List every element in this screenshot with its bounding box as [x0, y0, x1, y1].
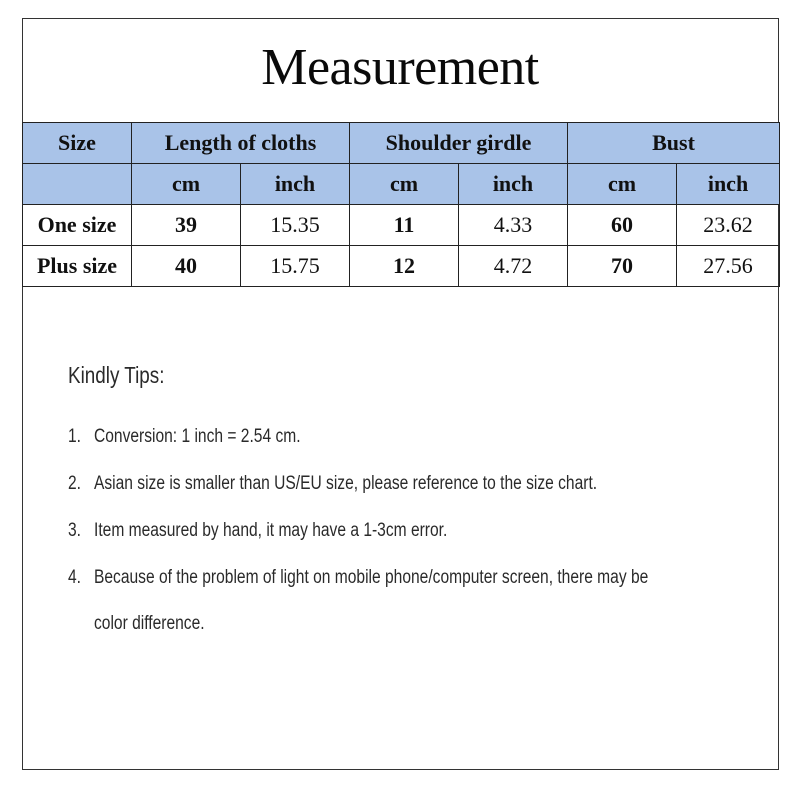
table-cell: 12 — [350, 246, 459, 287]
table-row — [23, 205, 780, 246]
tip-text: Conversion: 1 inch = 2.54 cm. — [94, 426, 301, 447]
header-unit-blank — [23, 164, 132, 205]
tip-item — [68, 424, 708, 450]
row-label: Plus size — [23, 246, 132, 287]
unit-cell: cm — [568, 164, 677, 205]
tip-number: 2. — [68, 473, 82, 494]
unit-cell: cm — [350, 164, 459, 205]
tip-item — [68, 565, 708, 637]
header-length: Length of cloths — [132, 123, 350, 164]
table-cell: 60 — [568, 205, 677, 246]
unit-cell: inch — [677, 164, 780, 205]
tip-text: Asian size is smaller than US/EU size, please reference to the size chart. — [94, 473, 598, 494]
tip-number: 4. — [68, 567, 82, 588]
header-bust: Bust — [568, 123, 780, 164]
unit-cell: cm — [132, 164, 241, 205]
table-cell: 15.75 — [241, 246, 350, 287]
table-row — [23, 246, 780, 287]
tip-text: Item measured by hand, it may have a 1-3cm error. — [94, 520, 448, 541]
table-unit-row — [23, 164, 780, 205]
tip-number: 1. — [68, 426, 82, 447]
tip-item — [68, 518, 708, 544]
tip-text-continuation: color difference. — [94, 613, 205, 634]
header-shoulder: Shoulder girdle — [350, 123, 568, 164]
tips-title: Kindly Tips: — [68, 362, 165, 388]
table-cell: 70 — [568, 246, 677, 287]
unit-cell: inch — [459, 164, 568, 205]
table-cell: 27.56 — [677, 246, 780, 287]
table-header-row — [23, 123, 780, 164]
tip-number: 3. — [68, 520, 82, 541]
table-cell: 4.33 — [459, 205, 568, 246]
table-cell: 15.35 — [241, 205, 350, 246]
tip-item — [68, 471, 708, 497]
table-cell: 4.72 — [459, 246, 568, 287]
tips-section — [68, 360, 708, 637]
table-cell: 23.62 — [677, 205, 780, 246]
header-size: Size — [23, 123, 132, 164]
row-label: One size — [23, 205, 132, 246]
unit-cell: inch — [241, 164, 350, 205]
tip-text: Because of the problem of light on mobile phone/computer screen, there may be — [94, 567, 649, 588]
table-cell: 40 — [132, 246, 241, 287]
table-cell: 11 — [350, 205, 459, 246]
page-title: Measurement — [261, 39, 539, 96]
size-chart-table — [22, 122, 780, 287]
table-cell: 39 — [132, 205, 241, 246]
